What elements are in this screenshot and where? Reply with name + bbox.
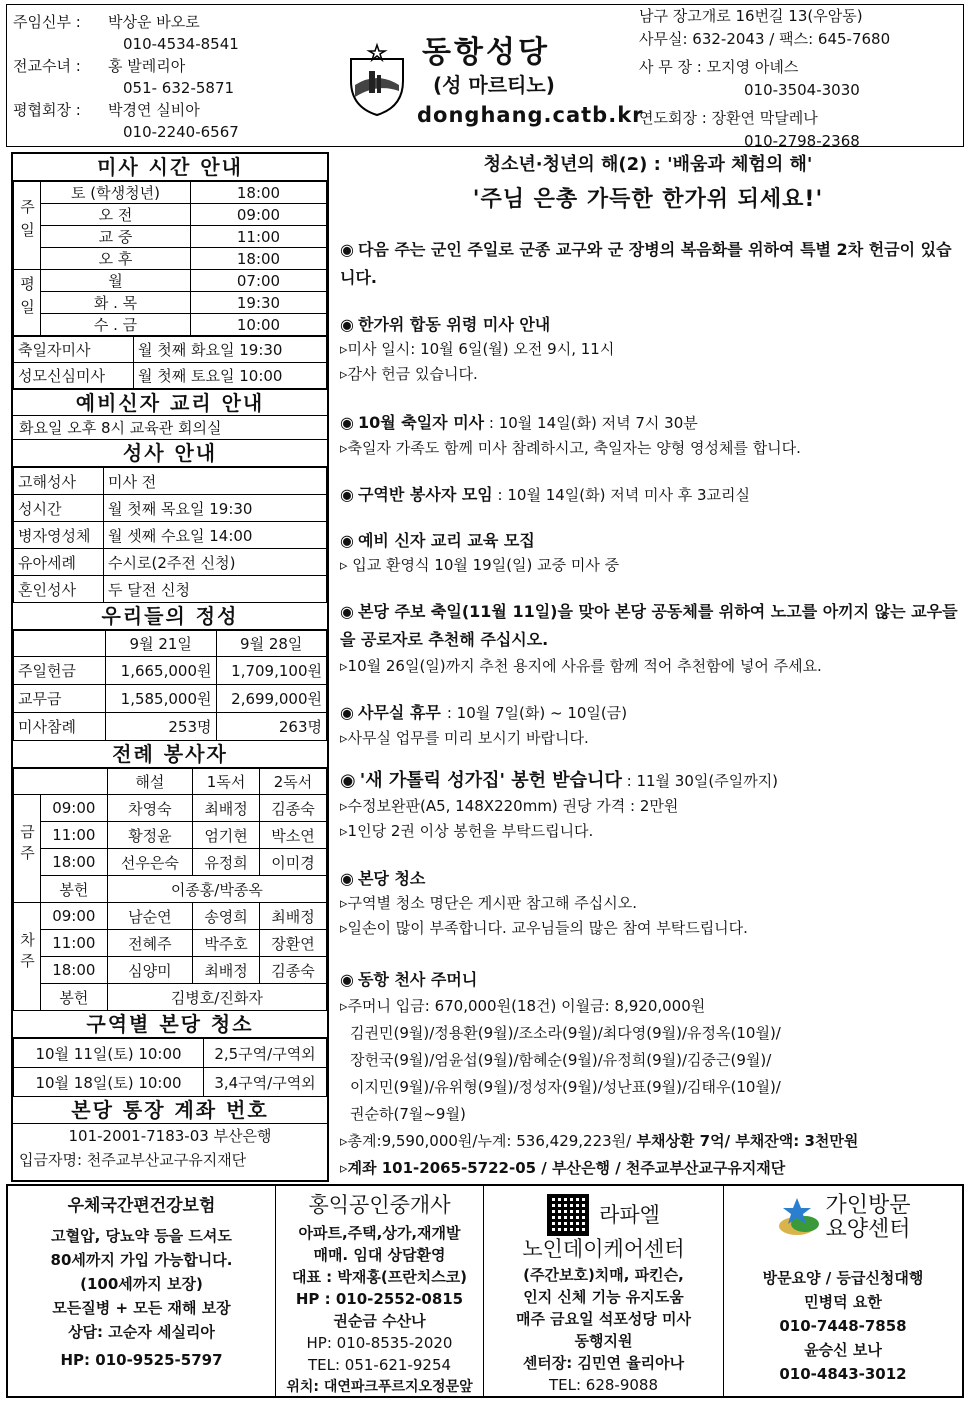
year-theme: 청소년·청년의 해(2) : '배움과 체험의 해' [483, 154, 813, 175]
mass-name: 오 후 [41, 248, 191, 270]
greeting-headline: '주님 은총 가득한 한가위 되세요!' [472, 187, 824, 212]
sacrament-value: 미사 전 [104, 468, 327, 495]
offering-name: 교무금 [14, 685, 106, 713]
advertisements [6, 1184, 964, 1398]
sacrament-table [13, 467, 327, 603]
bullet-icon: ◉ [340, 315, 354, 334]
sacrament-name: 혼인성사 [14, 576, 104, 603]
offering-servers: 김병호/진화자 [107, 984, 326, 1011]
parish-title-block [347, 13, 644, 143]
notice-heading: 본당 청소 [357, 869, 426, 888]
bullet-icon: ◉ [340, 703, 354, 722]
notice-heading: 사무실 휴무 [357, 703, 441, 722]
ad-title: 홍익공인중개사 [308, 1193, 451, 1217]
servers-title: 전례 봉사자 [13, 741, 327, 768]
sacrament-name: 유아세례 [14, 549, 104, 576]
ad-homecare [724, 1186, 962, 1396]
next-week-label: 차주 [14, 903, 41, 1011]
mass-time: 18:00 [191, 182, 327, 204]
parish-name: 동항성당 [422, 35, 550, 70]
server-name: 이미경 [260, 849, 327, 876]
ad-line: (100세까지 보장) [80, 1275, 203, 1293]
server-time: 11:00 [41, 822, 108, 849]
cleaning-area: 3,4구역/구역외 [204, 1068, 327, 1097]
sacrament-value: 월 첫째 목요일 19:30 [104, 495, 327, 522]
mass-time: 18:00 [191, 248, 327, 270]
special-mass-table [13, 336, 327, 389]
ad-line: 고혈압, 당뇨약 등을 드셔도 [51, 1227, 232, 1245]
notice-detail: ▹10월 26일(일)까지 추천 용지에 사유를 함께 적어 추천함에 넣어 주세요. [340, 657, 822, 675]
mass-name: 월 [41, 270, 191, 292]
server-name: 황정윤 [107, 822, 192, 849]
offering-title: 우리들의 정성 [13, 603, 327, 630]
servers-table [13, 768, 327, 1011]
mass-name: 토 (학생청년) [41, 182, 191, 204]
bullet-icon: ◉ [340, 240, 354, 259]
notice-heading: 구역반 봉사자 모임 [357, 485, 493, 504]
ad-line: HP: 010-9525-5797 [60, 1351, 223, 1369]
homecare-logo-icon [775, 1196, 825, 1240]
notice-total: ▹총계:9,590,000원/누계: 536,429,223원/ [340, 1132, 632, 1150]
notice-date: : 10월 7일(화) ~ 10일(금) [446, 704, 628, 722]
server-name: 심양미 [107, 957, 192, 984]
notice-date: : 10월 14일(화) 저녁 미사 후 3교리실 [492, 486, 751, 504]
notice-detail: ▹구역별 청소 명단은 게시판 참고해 주십시오. [340, 894, 637, 912]
sister-label: 전교수녀 : [13, 57, 81, 75]
special-mass-name: 축일자미사 [14, 337, 134, 363]
office-phone: 사무실: 632-2043 / 팩스: 645-7680 [639, 29, 891, 48]
ad-line: 매주 금요일 석포성당 미사 [515, 1310, 692, 1328]
server-name: 최배정 [193, 957, 260, 984]
ad-line: 인지 신체 기능 유지도움 [523, 1288, 684, 1306]
staff-contacts [13, 11, 343, 143]
server-name: 엄기현 [193, 822, 260, 849]
notice-detail: ▹미사 일시: 10월 6일(월) 오전 9시, 11시 [340, 340, 615, 358]
notice-heading: 한가위 합동 위령 미사 안내 [357, 315, 551, 334]
mass-time: 10:00 [191, 314, 327, 336]
office-staff: 사 무 장 : 모지영 아녜스 [639, 58, 799, 76]
account-number: 101-2001-7183-03 부산은행 [68, 1127, 272, 1145]
servers-col: 해설 [107, 769, 192, 795]
offering-name: 미사참례 [14, 713, 106, 741]
notice-catechumen [340, 528, 960, 578]
bullet-icon: ◉ [340, 602, 354, 621]
ad-line: 010-7448-7858 [779, 1317, 907, 1335]
ad-title: 라파엘 [599, 1203, 660, 1227]
mass-time: 07:00 [191, 270, 327, 292]
cleaning-area: 2,5구역/구역외 [204, 1039, 327, 1068]
mass-times-title: 미사 시간 안내 [13, 154, 327, 181]
notice-hymnal [340, 768, 960, 844]
ad-title: 가인방문 [825, 1193, 911, 1218]
youth-head: 연도회장 : 장환연 막달레나 [639, 109, 818, 127]
cleaning-date: 10월 18일(토) 10:00 [14, 1068, 204, 1097]
server-name: 김종숙 [260, 795, 327, 822]
bullet-icon: ◉ [340, 770, 356, 791]
weekday-label: 평일 [14, 270, 41, 336]
sacrament-name: 고해성사 [14, 468, 104, 495]
offering-date: 9월 28일 [216, 631, 327, 657]
parish-patron: (성 마르티노) [433, 73, 555, 97]
server-time: 18:00 [41, 957, 108, 984]
notice-patron-feast [340, 598, 960, 679]
server-name: 전혜주 [107, 930, 192, 957]
cleaning-table [13, 1038, 327, 1097]
ad-subtitle: 요양센터 [825, 1217, 911, 1242]
ad-line: 010-4843-3012 [779, 1365, 907, 1383]
server-name: 최배정 [193, 795, 260, 822]
server-name: 유정희 [193, 849, 260, 876]
this-week-label: 금주 [14, 795, 41, 903]
ad-line: HP: 010-8535-2020 [306, 1334, 453, 1352]
notice-heading: '새 가톨릭 성가집' 봉헌 받습니다 [359, 770, 622, 791]
bullet-icon: ◉ [340, 869, 354, 888]
ad-line: 대표 : 박재홍(프란치스코) [291, 1268, 468, 1286]
server-name: 최배정 [260, 903, 327, 930]
notice-cleaning [340, 866, 960, 941]
info-column [11, 152, 329, 1182]
sacrament-name: 병자영성체 [14, 522, 104, 549]
sacrament-title: 성사 안내 [13, 440, 327, 467]
offering-label: 봉헌 [41, 876, 108, 903]
offering-value: 263명 [216, 713, 327, 741]
council-label: 평협회장 : [13, 101, 81, 119]
donor-list: 김권민(9월)/정용환(9월)/조소라(9월)/최다영(9월)/유정옥(10월)/ [350, 1024, 781, 1042]
account-title: 본당 통장 계좌 번호 [13, 1097, 327, 1124]
catechumen-text: 화요일 오후 8시 교육관 회의실 [13, 416, 327, 440]
notice-district-meeting [340, 482, 960, 508]
notice-detail: ▹감사 헌금 있습니다. [340, 365, 478, 383]
offering-value: 2,699,000원 [216, 685, 327, 713]
ad-title: 우체국간편건강보험 [67, 1196, 216, 1216]
ad-line: 위치: 대연파크푸르지오정문앞 [286, 1379, 473, 1395]
server-name: 선우은숙 [107, 849, 192, 876]
server-name: 장환연 [260, 930, 327, 957]
server-name: 송영희 [193, 903, 260, 930]
sacrament-name: 성시간 [14, 495, 104, 522]
ad-line: 모든질병 + 모든 재해 보장 [52, 1299, 231, 1317]
mass-name: 수 . 금 [41, 314, 191, 336]
sister-name: 홍 발레리아 [108, 57, 186, 75]
mass-name: 오 전 [41, 204, 191, 226]
notice-detail: ▹1인당 2권 이상 봉헌을 부탁드립니다. [340, 822, 594, 840]
server-name: 박주호 [193, 930, 260, 957]
server-time: 09:00 [41, 795, 108, 822]
ad-line: TEL: 628-9088 [548, 1376, 659, 1394]
donor-list: 권순하(7월~9월) [350, 1105, 466, 1123]
ad-daycare [484, 1186, 724, 1396]
bullet-icon: ◉ [340, 531, 354, 550]
donor-list: 장헌국(9월)/엄윤섭(9월)/함혜순(9월)/유정희(9월)/김중근(9월)/ [350, 1051, 772, 1069]
sunday-label: 주일 [14, 182, 41, 270]
ad-line: 동행지원 [574, 1332, 633, 1350]
parish-address: 남구 장고개로 16번길 13(우암동) [639, 7, 863, 25]
ad-line: 매매. 임대 상담환영 [313, 1246, 446, 1264]
parish-emblem-icon [347, 41, 407, 117]
bullet-icon: ◉ [340, 413, 354, 432]
mass-times-table [13, 181, 327, 336]
offering-name: 주일헌금 [14, 657, 106, 685]
server-name: 남순연 [107, 903, 192, 930]
servers-col: 1독서 [193, 769, 260, 795]
server-time: 18:00 [41, 849, 108, 876]
sacrament-value: 수시로(2주전 신청) [104, 549, 327, 576]
parish-url: donghang.catb.kr [417, 103, 644, 127]
notice-detail: ▹ 입교 환영식 10월 19일(일) 교중 미사 중 [340, 556, 620, 574]
notice-date: : 11월 30일(주일까지) [621, 772, 779, 790]
ad-line: 권순금 수산나 [333, 1312, 426, 1330]
offering-table [13, 630, 327, 741]
server-name: 차영숙 [107, 795, 192, 822]
offering-value: 253명 [106, 713, 217, 741]
ad-line: 방문요양 / 등급신청대행 [762, 1269, 924, 1287]
pastor-label: 주임신부 : [13, 13, 81, 31]
mass-time: 19:30 [191, 292, 327, 314]
notice-text: 다음 주는 군인 주일로 군종 교구와 군 장병의 복음화를 위하여 특별 2차 헌금이 있습니다. [340, 240, 952, 287]
ad-line: (주간보호)치매, 파킨슨, [523, 1266, 684, 1284]
ad-line: TEL: 051-621-9254 [307, 1356, 452, 1374]
server-time: 11:00 [41, 930, 108, 957]
ad-line: 센터장: 김민연 율리아나 [522, 1354, 685, 1372]
mass-name: 화 . 목 [41, 292, 191, 314]
ad-line: 아파트,주택,상가,재개발 [298, 1224, 461, 1242]
server-name: 김종숙 [260, 957, 327, 984]
ad-line: HP : 010-2552-0815 [295, 1290, 464, 1308]
special-mass-name: 성모신심미사 [14, 363, 134, 389]
notice-military-sunday [340, 236, 960, 292]
notice-angel-pouch [340, 966, 960, 1182]
council-name: 박경연 실비아 [108, 101, 200, 119]
qr-code-icon [547, 1194, 589, 1236]
notice-detail: ▹사무실 업무를 미리 보시기 바랍니다. [340, 729, 589, 747]
ad-line: 80세까지 가입 가능합니다. [50, 1251, 233, 1269]
mass-name: 교 중 [41, 226, 191, 248]
notice-detail: ▹일손이 많이 부족합니다. 교우님들의 많은 참여 부탁드립니다. [340, 919, 748, 937]
offering-label: 봉헌 [41, 984, 108, 1011]
notice-memorial-mass [340, 312, 960, 387]
notice-heading: 10월 축일자 미사 [357, 413, 485, 432]
mass-time: 11:00 [191, 226, 327, 248]
donor-list: 이지민(9월)/유위형(9월)/정성자(9월)/성난표(9월)/김태우(10월)/ [350, 1078, 781, 1096]
account-holder: 입금자명: 천주교부산교구유지재단 [19, 1151, 247, 1169]
pastor-phone: 010-4534-8541 [123, 35, 239, 53]
ad-subtitle: 노인데이케어센터 [522, 1237, 685, 1261]
bullet-icon: ◉ [340, 485, 354, 504]
notice-feast-mass [340, 410, 960, 461]
bulletin-header [6, 4, 964, 150]
sacrament-value: 두 달전 신청 [104, 576, 327, 603]
special-mass-time: 월 첫째 화요일 19:30 [134, 337, 327, 363]
offering-value: 1,585,000원 [106, 685, 217, 713]
notices-column [332, 152, 964, 1182]
notice-detail: ▹축일자 가족도 함께 미사 참례하시고, 축일자는 양형 영성체를 합니다. [340, 439, 801, 457]
servers-col: 2독서 [260, 769, 327, 795]
notice-office-closed [340, 700, 960, 751]
cleaning-date: 10월 11일(토) 10:00 [14, 1039, 204, 1068]
notice-heading: 동항 천사 주머니 [357, 970, 478, 989]
special-mass-time: 월 첫째 토요일 10:00 [134, 363, 327, 389]
server-time: 09:00 [41, 903, 108, 930]
ad-insurance [8, 1186, 276, 1396]
bullet-icon: ◉ [340, 970, 354, 989]
offering-value: 1,709,100원 [216, 657, 327, 685]
sister-phone: 051- 632-5871 [123, 79, 235, 97]
mass-time: 09:00 [191, 204, 327, 226]
sacrament-value: 월 셋째 수요일 14:00 [104, 522, 327, 549]
ad-line: 윤승신 보나 [804, 1341, 882, 1359]
youth-head-phone: 010-2798-2368 [744, 131, 860, 150]
notice-heading: 예비 신자 교리 교육 모집 [357, 531, 535, 550]
server-name: 박소연 [260, 822, 327, 849]
notice-detail: ▹주머니 입금: 670,000원(18건) 이월금: 8,920,000원 [340, 997, 706, 1015]
pastor-name: 박상운 바오로 [108, 13, 200, 31]
notice-debt: 부채상환 7억/ 부채잔액: 3천만원 [631, 1132, 859, 1150]
ad-line: 상담: 고순자 세실리아 [68, 1323, 215, 1341]
ad-realestate [276, 1186, 484, 1396]
notice-heading: 본당 주보 축일(11월 11일)을 맞아 본당 공동체를 위하여 노고를 아끼지 않는 교우들을 공로자로 추천해 주십시오. [340, 602, 958, 649]
cleaning-title: 구역별 본당 청소 [13, 1011, 327, 1038]
offering-date: 9월 21일 [106, 631, 217, 657]
offering-servers: 이종홍/박종옥 [107, 876, 326, 903]
notice-account: ▹계좌 101-2065-5722-05 / 부산은행 / 천주교부산교구유지재단 [340, 1159, 786, 1177]
notice-date: : 10월 14일(화) 저녁 7시 30분 [484, 414, 698, 432]
offering-value: 1,665,000원 [106, 657, 217, 685]
office-staff-phone: 010-3504-3030 [744, 80, 860, 99]
council-phone: 010-2240-6567 [123, 123, 239, 141]
notice-detail: ▹수정보완판(A5, 148X220mm) 권당 가격 : 2만원 [340, 797, 679, 815]
ad-line: 민병덕 요한 [804, 1293, 882, 1311]
catechumen-title: 예비신자 교리 안내 [13, 389, 327, 416]
office-contacts [639, 5, 961, 152]
